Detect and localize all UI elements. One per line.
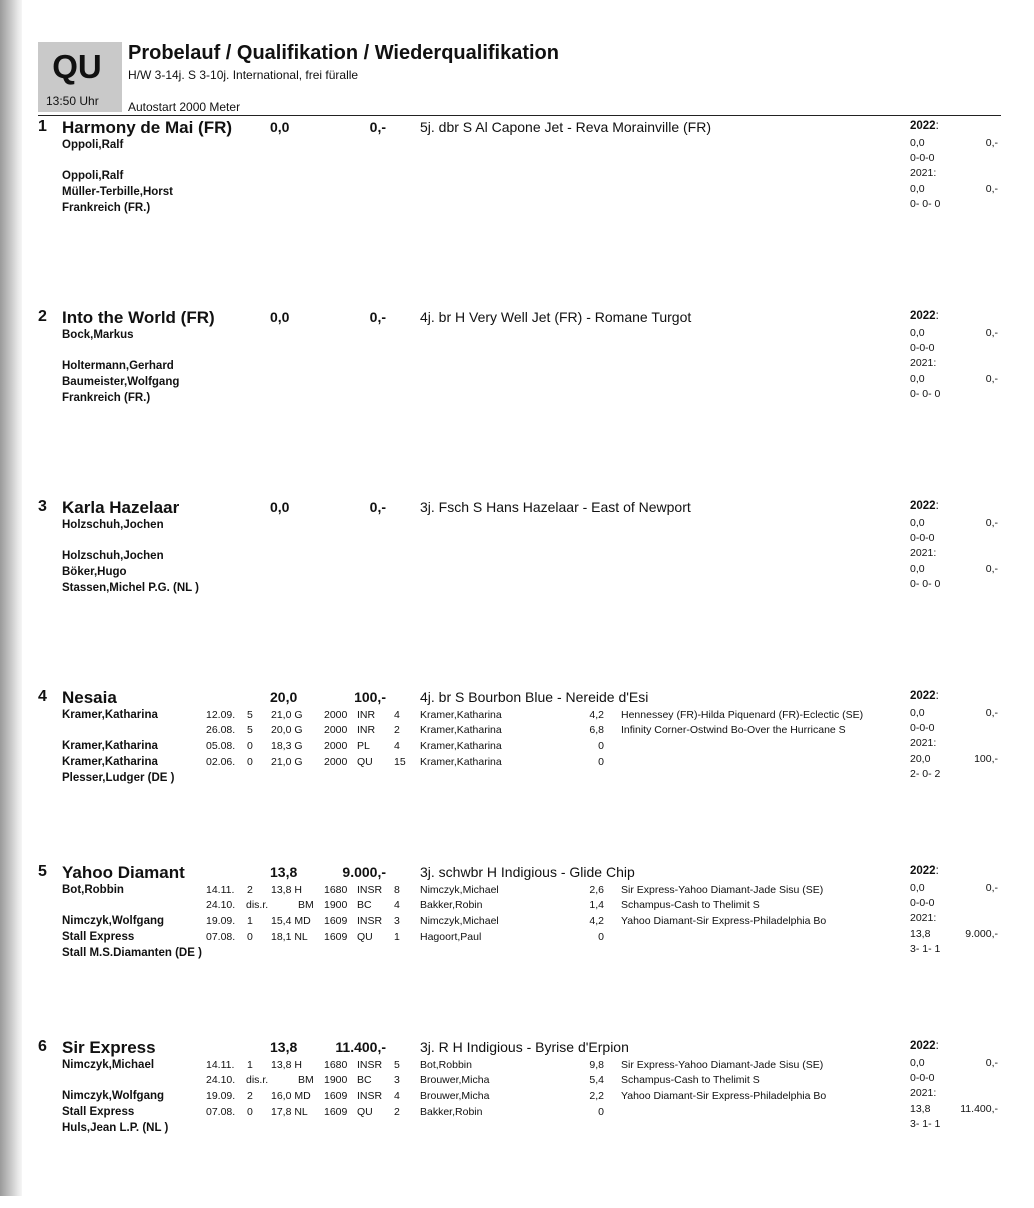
trainer-name: Nimczyk,Wolfgang [62,915,165,927]
horse-pedigree: 4j. br S Bourbon Blue - Nereide d'Esi [420,689,649,705]
year-stat: 0-0-0 [910,897,935,909]
start-time: 21,0 G [271,709,303,721]
year-stat: 3- 1- 1 [910,1118,941,1130]
start-driver: Kramer,Katharina [420,709,502,721]
start-driver: Brouwer,Micha [420,1074,490,1086]
start-place: 2 [247,884,253,896]
start-place: 2 [247,1090,253,1102]
start-finish: Yahoo Diamant-Sir Express-Philadelphia Bo [621,915,827,927]
start-race-type: INR [357,724,376,736]
start-odds: 4,2 [589,709,604,721]
year-stat: 2021: [910,357,937,369]
year-label [910,690,939,702]
start-driver: Bakker,Robin [420,1106,483,1118]
race-code: QU [52,48,102,85]
horse-rating: 0,0 [270,309,290,325]
horse-name: Sir Express [62,1038,156,1057]
year-stat: 2021: [910,1087,937,1099]
horse-name: Nesaia [62,688,117,707]
race-entry [0,118,1034,288]
horse-rating: 20,0 [270,689,298,705]
past-start-row [0,709,1034,723]
start-driver: Kramer,Katharina [420,740,502,752]
start-post: 4 [394,899,400,911]
trainer-name: Kramer,Katharina [62,740,158,752]
horse-earnings: 0,- [369,499,386,515]
start-date: 19.09. [206,1090,236,1102]
start-odds: 2,6 [589,884,604,896]
start-distance: 1680 [324,1059,348,1071]
start-finish: Sir Express-Yahoo Diamant-Jade Sisu (SE) [621,884,824,896]
start-post: 2 [394,724,400,736]
year-stat: 0-0-0 [910,532,935,544]
start-place: 1 [247,915,253,927]
race-entry [0,308,1034,478]
breeder-name: Plesser,Ludger (DE ) [62,772,175,784]
start-odds: 0 [598,740,604,752]
start-number: 3 [38,498,47,515]
start-time: 17,8 NL [271,1106,308,1118]
past-start-row [0,756,1034,770]
start-post: 5 [394,1059,400,1071]
year-label-value: 2022 [910,1040,936,1052]
owner-name: Böker,Hugo [62,566,127,578]
start-distance: 1900 [324,899,348,911]
start-distance: 1609 [324,1090,348,1102]
start-finish: Infinity Corner-Ostwind Bo-Over the Hurricane S [621,724,846,736]
owner-name: Baumeister,Wolfgang [62,376,180,388]
year-label-colon: : [935,120,939,132]
year-label-colon: : [935,500,939,512]
start-place: 5 [247,724,253,736]
start-odds: 0 [598,1106,604,1118]
year-stat: 2021: [910,737,937,749]
start-distance: 2000 [324,709,348,721]
start-race-type: QU [357,1106,373,1118]
year-earnings: 0,- [985,707,998,719]
start-driver: Hagoort,Paul [420,931,482,943]
year-label-value: 2022 [910,310,936,322]
horse-earnings: 0,- [369,309,386,325]
start-date: 24.10. [206,899,236,911]
year-label-value: 2022 [910,690,936,702]
horse-rating: 13,8 [270,864,298,880]
year-stat: 0,0 [910,373,925,385]
year-stat: 3- 1- 1 [910,943,941,955]
horse-name: Into the World (FR) [62,308,215,327]
year-stat: 0-0-0 [910,152,935,164]
year-stat: 0,0 [910,183,925,195]
year-label [910,865,939,877]
year-stat: 13,8 [910,1103,931,1115]
breeder-name: Stassen,Michel P.G. (NL ) [62,582,199,594]
start-driver: Brouwer,Micha [420,1090,490,1102]
year-earnings: 9.000,- [965,928,998,940]
year-label-colon: : [935,690,939,702]
start-odds: 4,2 [589,915,604,927]
start-finish: Schampus-Cash to Thelimit S [621,899,760,911]
start-distance: 1609 [324,1106,348,1118]
start-distance: 1680 [324,884,348,896]
start-driver: Kramer,Katharina [420,724,502,736]
year-earnings: 0,- [985,1057,998,1069]
horse-earnings: 0,- [369,119,386,135]
race-code-badge [38,42,122,112]
past-start-row [0,915,1034,929]
start-race-type: BC [357,899,372,911]
horse-pedigree: 5j. dbr S Al Capone Jet - Reva Morainville (FR) [420,119,711,135]
year-earnings: 0,- [985,137,998,149]
horse-rating: 0,0 [270,119,290,135]
year-stat: 0- 0- 0 [910,388,941,400]
start-race-type: INR [357,709,376,721]
start-date: 02.06. [206,756,236,768]
year-stat: 0,0 [910,327,925,339]
race-entry [0,688,1034,858]
year-earnings: 100,- [974,753,998,765]
start-post: 2 [394,1106,400,1118]
start-time: 16,0 MD [271,1090,311,1102]
start-distance: 2000 [324,756,348,768]
year-stat: 0,0 [910,563,925,575]
year-stat: 0-0-0 [910,342,935,354]
year-stat: 0,0 [910,707,925,719]
breeder-name: Frankreich (FR.) [62,392,151,404]
horse-rating: 13,8 [270,1039,298,1055]
year-stat: 0,0 [910,1057,925,1069]
horse-pedigree: 3j. schwbr H Indigious - Glide Chip [420,864,635,880]
start-number: 1 [38,118,47,135]
race-start-info: Autostart 2000 Meter [128,100,241,114]
race-entry [0,1038,1034,1208]
driver-name: Bock,Markus [62,329,134,341]
year-label [910,1040,939,1052]
start-odds: 0 [598,756,604,768]
start-date: 07.08. [206,1106,236,1118]
driver-name: Nimczyk,Michael [62,1059,155,1071]
year-stat: 20,0 [910,753,931,765]
start-driver: Nimczyk,Michael [420,915,499,927]
race-title: Probelauf / Qualifikation / Wiederqualifikation [128,42,559,64]
horse-name: Harmony de Mai (FR) [62,118,233,137]
year-stat: 2021: [910,167,937,179]
trainer-name: Oppoli,Ralf [62,170,124,182]
race-time: 13:50 Uhr [46,94,99,108]
start-place: 0 [247,931,253,943]
driver-name: Oppoli,Ralf [62,139,124,151]
start-finish: Hennessey (FR)-Hilda Piquenard (FR)-Eclectic (SE) [621,709,864,721]
past-start-row [0,1090,1034,1104]
trainer-name: Holzschuh,Jochen [62,550,164,562]
start-distance: 1900 [324,1074,348,1086]
past-start-row [0,724,1034,738]
past-start-row [0,740,1034,754]
start-place: 0 [247,740,253,752]
driver-name: Bot,Robbin [62,884,124,896]
trainer-name: Holtermann,Gerhard [62,360,174,372]
start-number: 6 [38,1038,47,1055]
start-driver: Nimczyk,Michael [420,884,499,896]
owner-name: Müller-Terbille,Horst [62,186,173,198]
start-race-type: PL [357,740,370,752]
year-label-value: 2022 [910,865,936,877]
past-start-row [0,1074,1034,1088]
owner-name: Kramer,Katharina [62,756,158,768]
year-earnings: 0,- [985,327,998,339]
start-post: 4 [394,740,400,752]
horse-earnings: 11.400,- [335,1039,386,1055]
start-race-type: INSR [357,1090,383,1102]
start-place: 0 [247,756,253,768]
year-stat: 0,0 [910,137,925,149]
start-date: 24.10. [206,1074,236,1086]
start-number: 4 [38,688,47,705]
start-time: BM [298,1074,314,1086]
horse-name: Karla Hazelaar [62,498,180,517]
horse-earnings: 9.000,- [342,864,386,880]
start-race-type: INSR [357,884,383,896]
year-stat: 0-0-0 [910,1072,935,1084]
start-post: 8 [394,884,400,896]
year-earnings: 0,- [985,373,998,385]
trainer-name: Nimczyk,Wolfgang [62,1090,165,1102]
start-time: 15,4 MD [271,915,311,927]
year-label-colon: : [935,865,939,877]
year-label [910,120,939,132]
start-date: 05.08. [206,740,236,752]
race-entry [0,498,1034,668]
year-label-colon: : [935,1040,939,1052]
start-odds: 5,4 [589,1074,604,1086]
start-place: 5 [247,709,253,721]
start-odds: 2,2 [589,1090,604,1102]
year-earnings: 0,- [985,563,998,575]
start-distance: 2000 [324,740,348,752]
year-stat: 0,0 [910,517,925,529]
start-race-type: BC [357,1074,372,1086]
start-distance: 1609 [324,931,348,943]
year-stat: 0- 0- 0 [910,578,941,590]
start-race-type: INSR [357,1059,383,1071]
horse-earnings: 100,- [354,689,386,705]
start-distance: 2000 [324,724,348,736]
start-post: 3 [394,915,400,927]
start-race-type: QU [357,756,373,768]
start-post: 1 [394,931,400,943]
year-stat: 2- 0- 2 [910,768,941,780]
horse-rating: 0,0 [270,499,290,515]
start-race-type: INSR [357,915,383,927]
past-start-row [0,899,1034,913]
year-label [910,310,939,322]
start-time: 20,0 G [271,724,303,736]
start-place: 1 [247,1059,253,1071]
start-post: 4 [394,709,400,721]
horse-pedigree: 3j. Fsch S Hans Hazelaar - East of Newport [420,499,691,515]
horse-name: Yahoo Diamant [62,863,185,882]
year-stat: 13,8 [910,928,931,940]
past-start-row [0,884,1034,898]
start-odds: 0 [598,931,604,943]
year-stat: 0,0 [910,882,925,894]
start-driver: Kramer,Katharina [420,756,502,768]
year-earnings: 0,- [985,882,998,894]
start-date: 26.08. [206,724,236,736]
start-place: dis.r. [246,1074,269,1086]
start-distance: 1609 [324,915,348,927]
year-stat: 2021: [910,547,937,559]
breeder-name: Huls,Jean L.P. (NL ) [62,1122,169,1134]
past-start-row [0,931,1034,945]
start-finish: Yahoo Diamant-Sir Express-Philadelphia Bo [621,1090,827,1102]
start-post: 15 [394,756,406,768]
start-post: 4 [394,1090,400,1102]
start-finish: Schampus-Cash to Thelimit S [621,1074,760,1086]
start-date: 14.11. [206,884,235,896]
owner-name: Stall Express [62,931,135,943]
header-divider [38,115,1001,116]
year-stat: 0- 0- 0 [910,198,941,210]
start-place: 0 [247,1106,253,1118]
start-place: dis.r. [246,899,269,911]
start-date: 19.09. [206,915,236,927]
start-time: 13,8 H [271,1059,302,1071]
breeder-name: Stall M.S.Diamanten (DE ) [62,947,202,959]
breeder-name: Frankreich (FR.) [62,202,151,214]
owner-name: Stall Express [62,1106,135,1118]
start-time: 18,1 NL [271,931,308,943]
start-driver: Bakker,Robin [420,899,483,911]
year-stat: 0-0-0 [910,722,935,734]
year-earnings: 0,- [985,517,998,529]
start-finish: Sir Express-Yahoo Diamant-Jade Sisu (SE) [621,1059,824,1071]
start-odds: 1,4 [589,899,604,911]
horse-pedigree: 3j. R H Indigious - Byrise d'Erpion [420,1039,629,1055]
start-time: 13,8 H [271,884,302,896]
year-label-value: 2022 [910,120,936,132]
past-start-row [0,1106,1034,1120]
race-entry [0,863,1034,1033]
start-date: 14.11. [206,1059,235,1071]
start-date: 12.09. [206,709,236,721]
year-earnings: 0,- [985,183,998,195]
start-number: 2 [38,308,47,325]
start-time: 21,0 G [271,756,303,768]
start-number: 5 [38,863,47,880]
start-time: BM [298,899,314,911]
year-label-colon: : [935,310,939,322]
start-race-type: QU [357,931,373,943]
race-conditions: H/W 3-14j. S 3-10j. International, frei füralle [128,68,359,82]
start-odds: 6,8 [589,724,604,736]
driver-name: Holzschuh,Jochen [62,519,164,531]
year-stat: 2021: [910,912,937,924]
past-start-row [0,1059,1034,1073]
start-time: 18,3 G [271,740,303,752]
driver-name: Kramer,Katharina [62,709,158,721]
year-earnings: 11.400,- [960,1103,998,1115]
start-date: 07.08. [206,931,236,943]
year-label [910,500,939,512]
year-label-value: 2022 [910,500,936,512]
start-post: 3 [394,1074,400,1086]
start-odds: 9,8 [589,1059,604,1071]
horse-pedigree: 4j. br H Very Well Jet (FR) - Romane Turgot [420,309,692,325]
start-driver: Bot,Robbin [420,1059,472,1071]
